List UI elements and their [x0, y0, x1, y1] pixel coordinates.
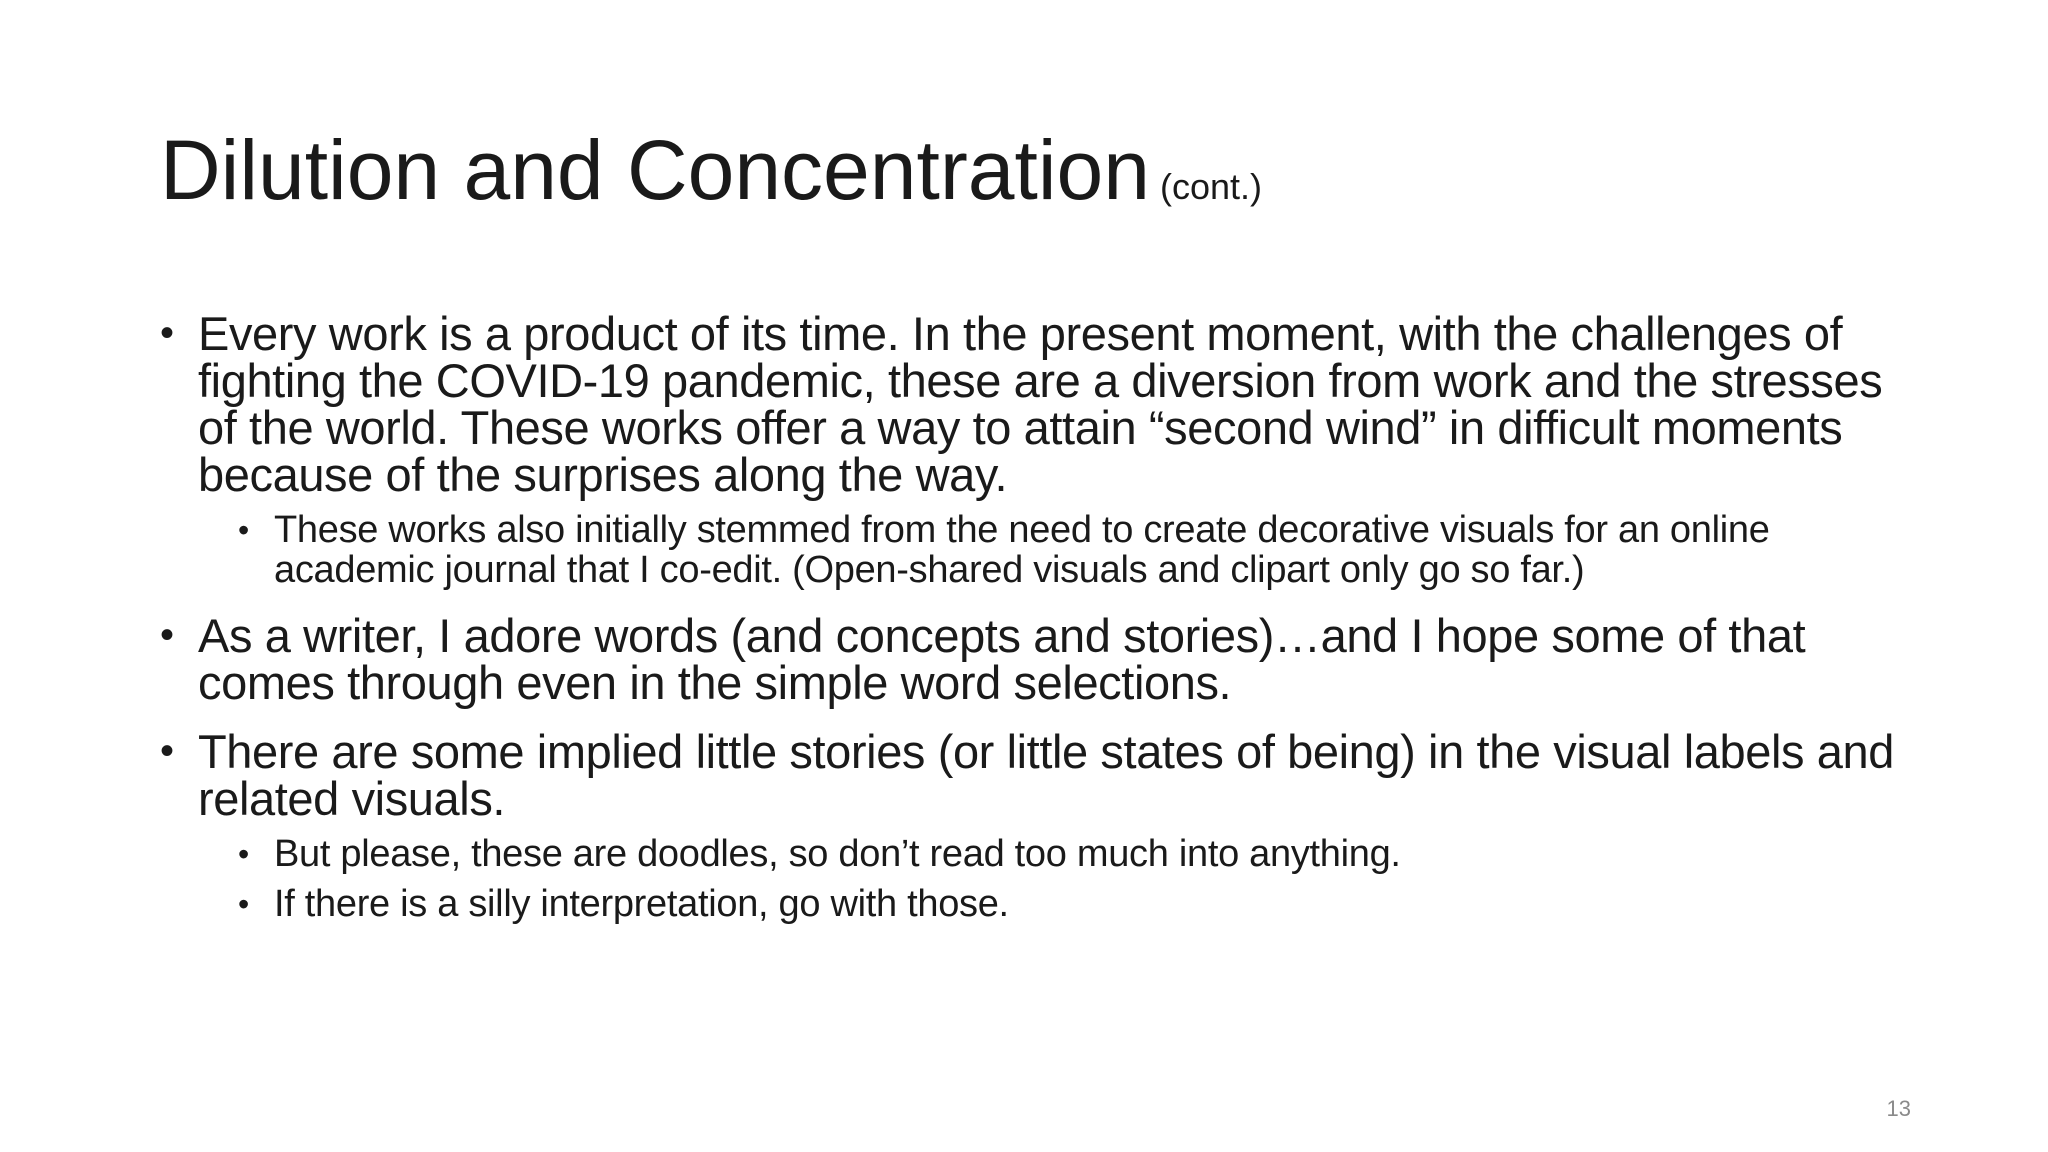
slide-title — [160, 120, 1262, 237]
sub-bullet-3-2: • If there is a silly interpretation, go with those. — [238, 884, 1920, 924]
slide-title-suffix: (cont.) — [1159, 166, 1262, 207]
bullet-2: • As a writer, I adore words (and concepts and stories)…and I hope some of that comes through even in the simple word selections. — [160, 612, 1920, 706]
sub-bullet-1-1: • These works also initially stemmed from the need to create decorative visuals for an online academic journal that I co-edit. (Open-shared visuals and clipart only go so far.) — [238, 510, 1920, 590]
bullet-3: • There are some implied little stories (or little states of being) in the visual labels and related visuals. — [160, 728, 1920, 822]
sub-bullet-3-1: • But please, these are doodles, so don’t read too much into anything. — [238, 834, 1920, 874]
slide-title-text: Dilution and Concentration — [160, 123, 1150, 217]
page-number: 13 — [1886, 1096, 1911, 1121]
bullet-1: • Every work is a product of its time. In the present moment, with the challenges of fighting the COVID-19 pandemic, these are a diversion from work and the stresses of the world. These works offer a way to attain “second wind” in difficult moments because of the surprises along the way. — [160, 310, 1920, 498]
slide-content — [160, 307, 1920, 925]
